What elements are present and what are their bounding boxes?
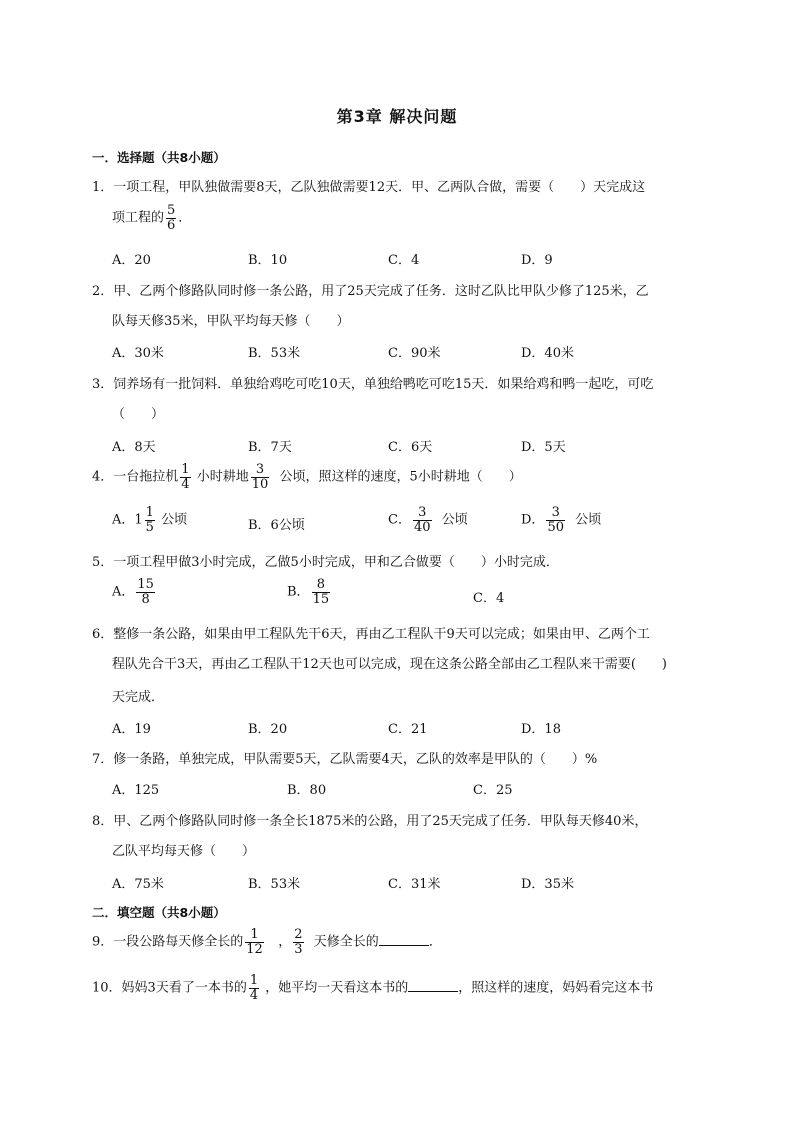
q7-line1: 7．修一条路，单独完成，甲队需要5天，乙队需要4天，乙队的效率是甲队的（ ）% bbox=[92, 752, 598, 767]
q8-line2: 乙队平均每天修（ ） bbox=[112, 844, 256, 859]
q2-option-a[interactable]: A．30米 bbox=[112, 346, 164, 361]
q3-option-c[interactable]: C．6天 bbox=[388, 440, 433, 455]
q3-line2: （ ） bbox=[112, 407, 165, 422]
q7-option-b[interactable]: B．80 bbox=[287, 783, 327, 798]
q7-option-c[interactable]: C．25 bbox=[473, 783, 513, 798]
q8-line1: 8．甲、乙两个修路队同时修一条全长1875米的公路，用了25天完成了任务．甲队每天修40米， bbox=[92, 814, 648, 829]
q2-option-d[interactable]: D．40米 bbox=[521, 346, 574, 361]
q5-option-a[interactable]: A． $\frac{15}{8}$ bbox=[112, 577, 154, 607]
q6-option-b[interactable]: B．20 bbox=[248, 722, 288, 737]
q4-option-d[interactable]: D． $\frac{3}{50}$ 公顷 bbox=[521, 505, 602, 535]
q4-fraction-1: $\frac{1}{4}$ bbox=[181, 462, 190, 492]
q2-option-c[interactable]: C．90米 bbox=[388, 346, 441, 361]
q4-line1: 4．一台拖拉机 $\frac{1}{4}$ 小时耕地 $\frac{3}{10}$ 公顷，照这样的速度，5小时耕地（ ） bbox=[92, 462, 522, 492]
q10-answer-blank[interactable] bbox=[408, 979, 458, 992]
q8-option-c[interactable]: C．31米 bbox=[388, 877, 441, 892]
section-header-fill: 二．填空题（共8小题） bbox=[92, 905, 226, 920]
q1-option-c[interactable]: C．4 bbox=[388, 253, 420, 268]
q4-option-a[interactable]: A．1 $\frac{1}{5}$ 公顷 bbox=[112, 505, 188, 535]
q6-option-a[interactable]: A．19 bbox=[112, 722, 151, 737]
q3-option-b[interactable]: B．7天 bbox=[248, 440, 292, 455]
q4-fraction-2: $\frac{3}{10}$ bbox=[251, 462, 269, 492]
q7-option-a[interactable]: A．125 bbox=[112, 783, 160, 798]
q3-option-a[interactable]: A．8天 bbox=[112, 440, 156, 455]
q1-text: 项工程的 bbox=[112, 210, 165, 226]
q8-option-d[interactable]: D．35米 bbox=[521, 877, 574, 892]
q1-line1: 1．一项工程，甲队独做需要8天，乙队独做需要12天．甲、乙两队合做，需要（ ）天完成这 bbox=[92, 180, 646, 195]
q8-option-a[interactable]: A．75米 bbox=[112, 877, 164, 892]
q1-line2: 项工程的 $\frac{5}{6}$ ． bbox=[112, 203, 192, 233]
q9-fraction-2: $\frac{2}{3}$ bbox=[294, 927, 303, 957]
page-title: 第3章 解决问题 bbox=[336, 107, 458, 126]
q5-option-c[interactable]: C．4 bbox=[473, 591, 505, 606]
q3-option-d[interactable]: D．5天 bbox=[521, 440, 566, 455]
q2-option-b[interactable]: B．53米 bbox=[248, 346, 301, 361]
q2-line1: 2．甲、乙两个修路队同时修一条公路，用了25天完成了任务．这时乙队比甲队少修了125米，乙 bbox=[92, 284, 649, 299]
q1-option-b[interactable]: B．10 bbox=[248, 253, 288, 268]
q9-line1: 9．一段公路每天修全长的 $\frac{1}{12}$ ， $\frac{2}{3}$ 天修全长的 ． bbox=[92, 927, 442, 957]
q6-line1: 6．整修一条公路，如果由甲工程队先干6天，再由乙工程队干9天可以完成；如果由甲、乙两个工 bbox=[92, 627, 650, 642]
q6-option-d[interactable]: D．18 bbox=[521, 722, 561, 737]
q3-line1: 3．饲养场有一批饲料．单独给鸡吃可吃10天，单独给鸭吃可吃15天．如果给鸡和鸭一起吃，可吃 bbox=[92, 377, 654, 392]
section-header-choice: 一．选择题（共8小题） bbox=[92, 150, 226, 165]
q8-option-b[interactable]: B．53米 bbox=[248, 877, 301, 892]
q1-option-a[interactable]: A．20 bbox=[112, 253, 151, 268]
q9-fraction-1: $\frac{1}{12}$ bbox=[246, 927, 263, 957]
q6-line2: 程队先合干3天，再由乙工程队干12天也可以完成，现在这条公路全部由乙工程队来干需要( ) bbox=[112, 657, 667, 672]
q1-fraction: $\frac{5}{6}$ bbox=[167, 203, 176, 233]
q4-option-b[interactable]: B．6公顷 bbox=[248, 518, 305, 533]
q2-line2: 队每天修35米，甲队平均每天修（ ） bbox=[112, 314, 350, 329]
q4-option-c[interactable]: C． $\frac{3}{40}$ 公顷 bbox=[388, 505, 468, 535]
q5-option-b[interactable]: B． $\frac{8}{15}$ bbox=[287, 577, 330, 607]
q9-answer-blank[interactable] bbox=[379, 933, 429, 946]
q6-option-c[interactable]: C．21 bbox=[388, 722, 428, 737]
q1-option-d[interactable]: D．9 bbox=[521, 253, 553, 268]
q10-line1: 10．妈妈3天看了一本书的 $\frac{1}{4}$ ，她平均一天看这本书的 ，照这样的速度，妈妈看完这本书 bbox=[92, 973, 654, 1003]
q5-line1: 5．一项工程甲做3小时完成，乙做5小时完成，甲和乙合做要（ ）小时完成． bbox=[92, 555, 559, 570]
q6-line3: 天完成． bbox=[112, 690, 165, 705]
q10-fraction: $\frac{1}{4}$ bbox=[249, 973, 259, 1003]
